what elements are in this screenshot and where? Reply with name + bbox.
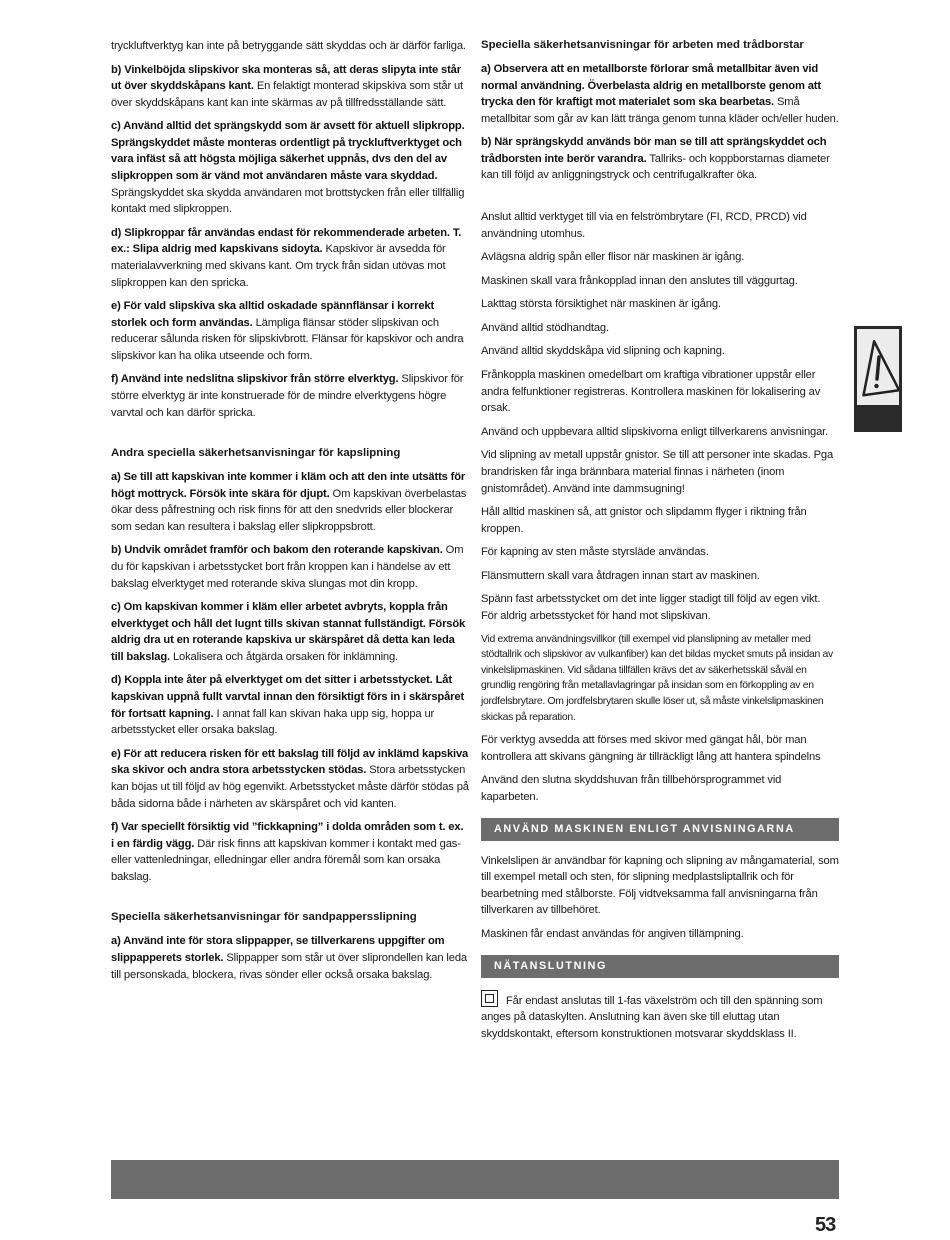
rule-text: Lämpliga flänsar stöder slipskivan och reducerar sålunda risken för slipskivbrott. Flänsar för kapskivor och andra slipskivor kan ha olika utseende och form. bbox=[111, 316, 464, 362]
section-heading-kapslipning: Andra speciella säkerhetsanvisningar för kapslipning bbox=[111, 447, 401, 460]
rule-d bbox=[111, 225, 469, 291]
usage-text: Vinkelslipen är användbar för kapning och slipning av mångamaterial, som till exempel metall och sten, för slipning medplastsliptallrik och för bearbetning med stålborste. Följ vidtveksamma fall anvisningarna från tillverkaren av tillbehöret. bbox=[481, 854, 839, 917]
rule-text: Om du för kapskivan i arbetsstycket bort från kroppen kan i händelse av ett bakslag elverktyget med roterande skiva slungas mot din kropp. bbox=[111, 544, 464, 590]
general-rule: Maskinen skall vara frånkopplad innan den anslutes till väggurtag. bbox=[481, 274, 798, 287]
right-column bbox=[481, 38, 839, 1049]
general-rule: För verktyg avsedda att förses med skivor med gängat hål, bör man kontrollera att skivans gängning är tillräckligt lång att hantera spindelns bbox=[481, 734, 821, 763]
rule-text: Sprängskyddet ska skydda användaren mot brottstycken från eller tillfällig kontakt med slipkroppen. bbox=[111, 186, 465, 216]
mains-text-body: Får endast anslutas till 1-fas växelström och till den spänning som anges på dataskylten. Anslutning kan även ske till eluttag utan skyddskontakt, eftersom konstruktionen motsvarar skyddsklass II. bbox=[481, 994, 823, 1040]
general-rule: För kapning av sten måste styrsläde användas. bbox=[481, 546, 709, 559]
rule-ka bbox=[111, 469, 469, 535]
rule-heading: a) Se till att kapskivan inte kommer i kläm och att den inte utsätts för högt mottryck. Försök inte skära för djupt. bbox=[111, 471, 466, 500]
rule-text: Slippapper som står ut över sliprondellen kan leda till personskada, blockera, rivas sönder eller också orsaka bakslag. bbox=[111, 951, 467, 981]
general-rule: Flänsmuttern skall vara åtdragen innan start av maskinen. bbox=[481, 569, 760, 582]
mains-text bbox=[481, 990, 839, 1043]
general-rule: Använd alltid skyddskåpa vid slipning och kapning. bbox=[481, 345, 725, 358]
rule-heading: b) När sprängskydd används bör man se till att sprängskyddet och trådborsten inte berör varandra. bbox=[481, 136, 827, 165]
general-rule: Vid slipning av metall uppstår gnistor. Se till att personer inte skadas. Pga brandrisken får inga brännbara material finnas i närheten (inom gnistområdet). Använd inte dammsugning! bbox=[481, 449, 834, 495]
warning-tab-panel bbox=[857, 329, 899, 405]
section-bar-usage: ANVÄND MASKINEN ENLIGT ANVISNINGARNA bbox=[481, 818, 839, 841]
general-rule: Lakttag största försiktighet när maskinen är igång. bbox=[481, 298, 721, 311]
section-heading-tradborstar: Speciella säkerhetsanvisningar för arbeten med trådborstar bbox=[481, 39, 804, 51]
rule-kf bbox=[111, 819, 469, 885]
general-rule: Håll alltid maskinen så, att gnistor och slipdamm flyger i riktning från kroppen. bbox=[481, 506, 807, 535]
rule-c bbox=[111, 118, 469, 217]
general-rule: Använd och uppbevara alltid slipskivorna enligt tillverkarens anvisningar. bbox=[481, 425, 829, 438]
rule-text: I annat fall kan skivan haka upp sig, hoppa ur arbetsstycket eller orsaka bakslag. bbox=[111, 707, 435, 737]
rule-sa bbox=[111, 933, 469, 983]
warning-tab bbox=[854, 326, 902, 432]
rule-heading: f) Använd inte nedslitna slipskivor från större elverktyg. bbox=[111, 373, 399, 386]
general-rule: Använd den slutna skyddshuvan från tillbehörsprogrammet vid kaparbeten. bbox=[481, 774, 782, 803]
left-column bbox=[111, 38, 469, 990]
rule-text: Tallriks- och koppborstarnas diameter kan till följd av anliggningstryck och centrifugalkrafter öka. bbox=[481, 152, 830, 182]
section-bar-mains: NÄTANSLUTNING bbox=[481, 955, 839, 978]
rule-e bbox=[111, 298, 469, 364]
rule-text: Kapskivor är avsedda för materialavverkning med skivans kant. Om tryck från sidan utövas mot slipkroppen kan den spricka. bbox=[111, 243, 446, 289]
rule-heading: e) För att reducera risken för ett bakslag till följd av inklämd kapskiva ska skivor och andra stora arbetsstycken stödas. bbox=[111, 747, 469, 777]
rule-ke bbox=[111, 746, 469, 812]
rule-heading: d) Koppla inte åter på elverktyget om det sitter i arbetsstycket. Låt kapskivan uppnå fullt varvtal innan den försiktigt förs in i skärspåret för fortsatt kapning. bbox=[111, 674, 465, 720]
rule-heading: d) Slipkroppar får användas endast för rekommenderade arbeten. T. ex.: Slipa aldrig med kapskivans sidoyta. bbox=[111, 226, 462, 256]
double-insulation-icon bbox=[481, 990, 498, 1007]
general-rule-extreme-use: Vid extrema användningsvillkor (till exempel vid planslipning av metaller med stödtallrik och slipskivor av vulkanfiber) kan det bildas mycket smuts på insidan av vinkelslipmaskinen. Vid sådana tillfällen krävs det av säkerhetsskäl såväl en grundlig rengöring från metallavlagringar på insidan som en förkoppling av en jordfelsbrytare. Om jordfelsbrytaren skulle löser ut, så måste vinkelslipmaskinen skickas på reparation. bbox=[481, 633, 833, 723]
general-rule: Spänn fast arbetsstycket om det inte ligger stadigt till följd av egen vikt. För aldrig arbetsstycket för hand mot slipskivan. bbox=[481, 593, 821, 622]
usage-text: Maskinen får endast användas för angiven tillämpning. bbox=[481, 927, 744, 940]
rule-kb bbox=[111, 542, 469, 592]
rule-kc bbox=[111, 599, 469, 665]
general-rule: Avlägsna aldrig spån eller flisor när maskinen är igång. bbox=[481, 251, 745, 264]
section-heading-sandpapper: Speciella säkerhetsanvisningar för sandpappersslipning bbox=[111, 911, 417, 924]
rule-text: Lokalisera och åtgärda orsaken för inklämning. bbox=[172, 650, 399, 663]
rule-heading: c) Använd alltid det sprängskydd som är avsett för aktuell slipkropp. Sprängskyddet måste monteras ordentligt på tryckluftverktyget och vara infäst så att högsta möjliga säkerhet uppnås, dvs den del av slipkroppen som är vänd mot användaren måste vara skyddad. bbox=[111, 120, 465, 183]
general-rule: Frånkoppla maskinen omedelbart om kraftiga vibrationer uppstår eller andra felfunktioner registreras. Kontrollera maskinen för lokalisering av orsak. bbox=[481, 369, 821, 415]
rule-heading: f) Var speciellt försiktig vid ”fickkapning” i dolda områden som t. ex. i en färdig vägg. bbox=[111, 821, 464, 850]
rule-heading: b) Undvik området framför och bakom den roterande kapskivan. bbox=[111, 544, 443, 557]
rule-wb bbox=[481, 134, 839, 184]
rule-kd bbox=[111, 672, 469, 738]
general-rule: Använd alltid stödhandtag. bbox=[481, 321, 609, 334]
rule-wa bbox=[481, 61, 839, 127]
rule-text: Slipskivor för större elverktyg är inte konstruerade för de mindre elverktygens högre varvtal och kan därför spricka. bbox=[111, 373, 464, 419]
rule-text: Små metallbitar som går av kan lätt tränga genom tunna kläder och/eller huden. bbox=[481, 96, 839, 125]
rule-heading: c) Om kapskivan kommer i kläm eller arbetet avbryts, koppla från elverktyget och håll det lugnt tills skivan stannat fullständigt. Försök aldrig dra ut en roterande kapskiva ur skärspåret då detta kan leda till bakslag. bbox=[111, 601, 466, 663]
rule-text: Stora arbetsstycken kan böjas ut till följd av hög egenvikt. Arbetsstycket måste därför stödas på båda sidorna både i närheten av skärspåret och vid kanten. bbox=[111, 764, 469, 810]
rule-heading: e) För vald slipskiva ska alltid oskadade spännflänsar i korrekt storlek och form användas. bbox=[111, 300, 435, 329]
rule-f bbox=[111, 371, 469, 421]
general-rule: Anslut alltid verktyget till via en felströmbrytare (FI, RCD, PRCD) vid användning utomhus. bbox=[481, 211, 807, 240]
rule-heading: a) Använd inte för stora slippapper, se tillverkarens uppgifter om slippapperets storlek. bbox=[111, 935, 445, 964]
rule-text: En felaktigt monterad skipskiva som står ut över skyddskåpans kant kan inte skärmas av på tillfredsställande sätt. bbox=[111, 80, 464, 109]
rule-text: Där risk finns att kapskivan kommer i kontakt med gas- eller vattenledningar, elledningar eller andra föremål som kan orsaka bakslag. bbox=[111, 837, 461, 883]
rule-heading: b) Vinkelböjda slipskivor ska monteras så, att deras slipyta inte står ut över skyddskåpans kant. bbox=[111, 63, 461, 93]
rule-b bbox=[111, 62, 469, 112]
warning-triangle-icon bbox=[857, 329, 899, 405]
page-number: 53 bbox=[815, 1214, 836, 1236]
rule-text: Om kapskivan överbelastas ökar dess påfrestning och risk finns för att den snedvrids eller blockerar som sedan kan resultera i bakslag eller slipkroppsbrott. bbox=[111, 487, 467, 533]
footer-bar bbox=[111, 1160, 839, 1199]
rule-heading: a) Observera att en metallborste förlorar små metallbitar även vid normal användning. Överbelasta aldrig en metallborste genom att trycka den för kraftigt mot materialet som ska bearbetas. bbox=[481, 62, 821, 109]
paragraph: tryckluftverktyg kan inte på betryggande sätt skyddas och är därför farliga. bbox=[111, 40, 466, 52]
